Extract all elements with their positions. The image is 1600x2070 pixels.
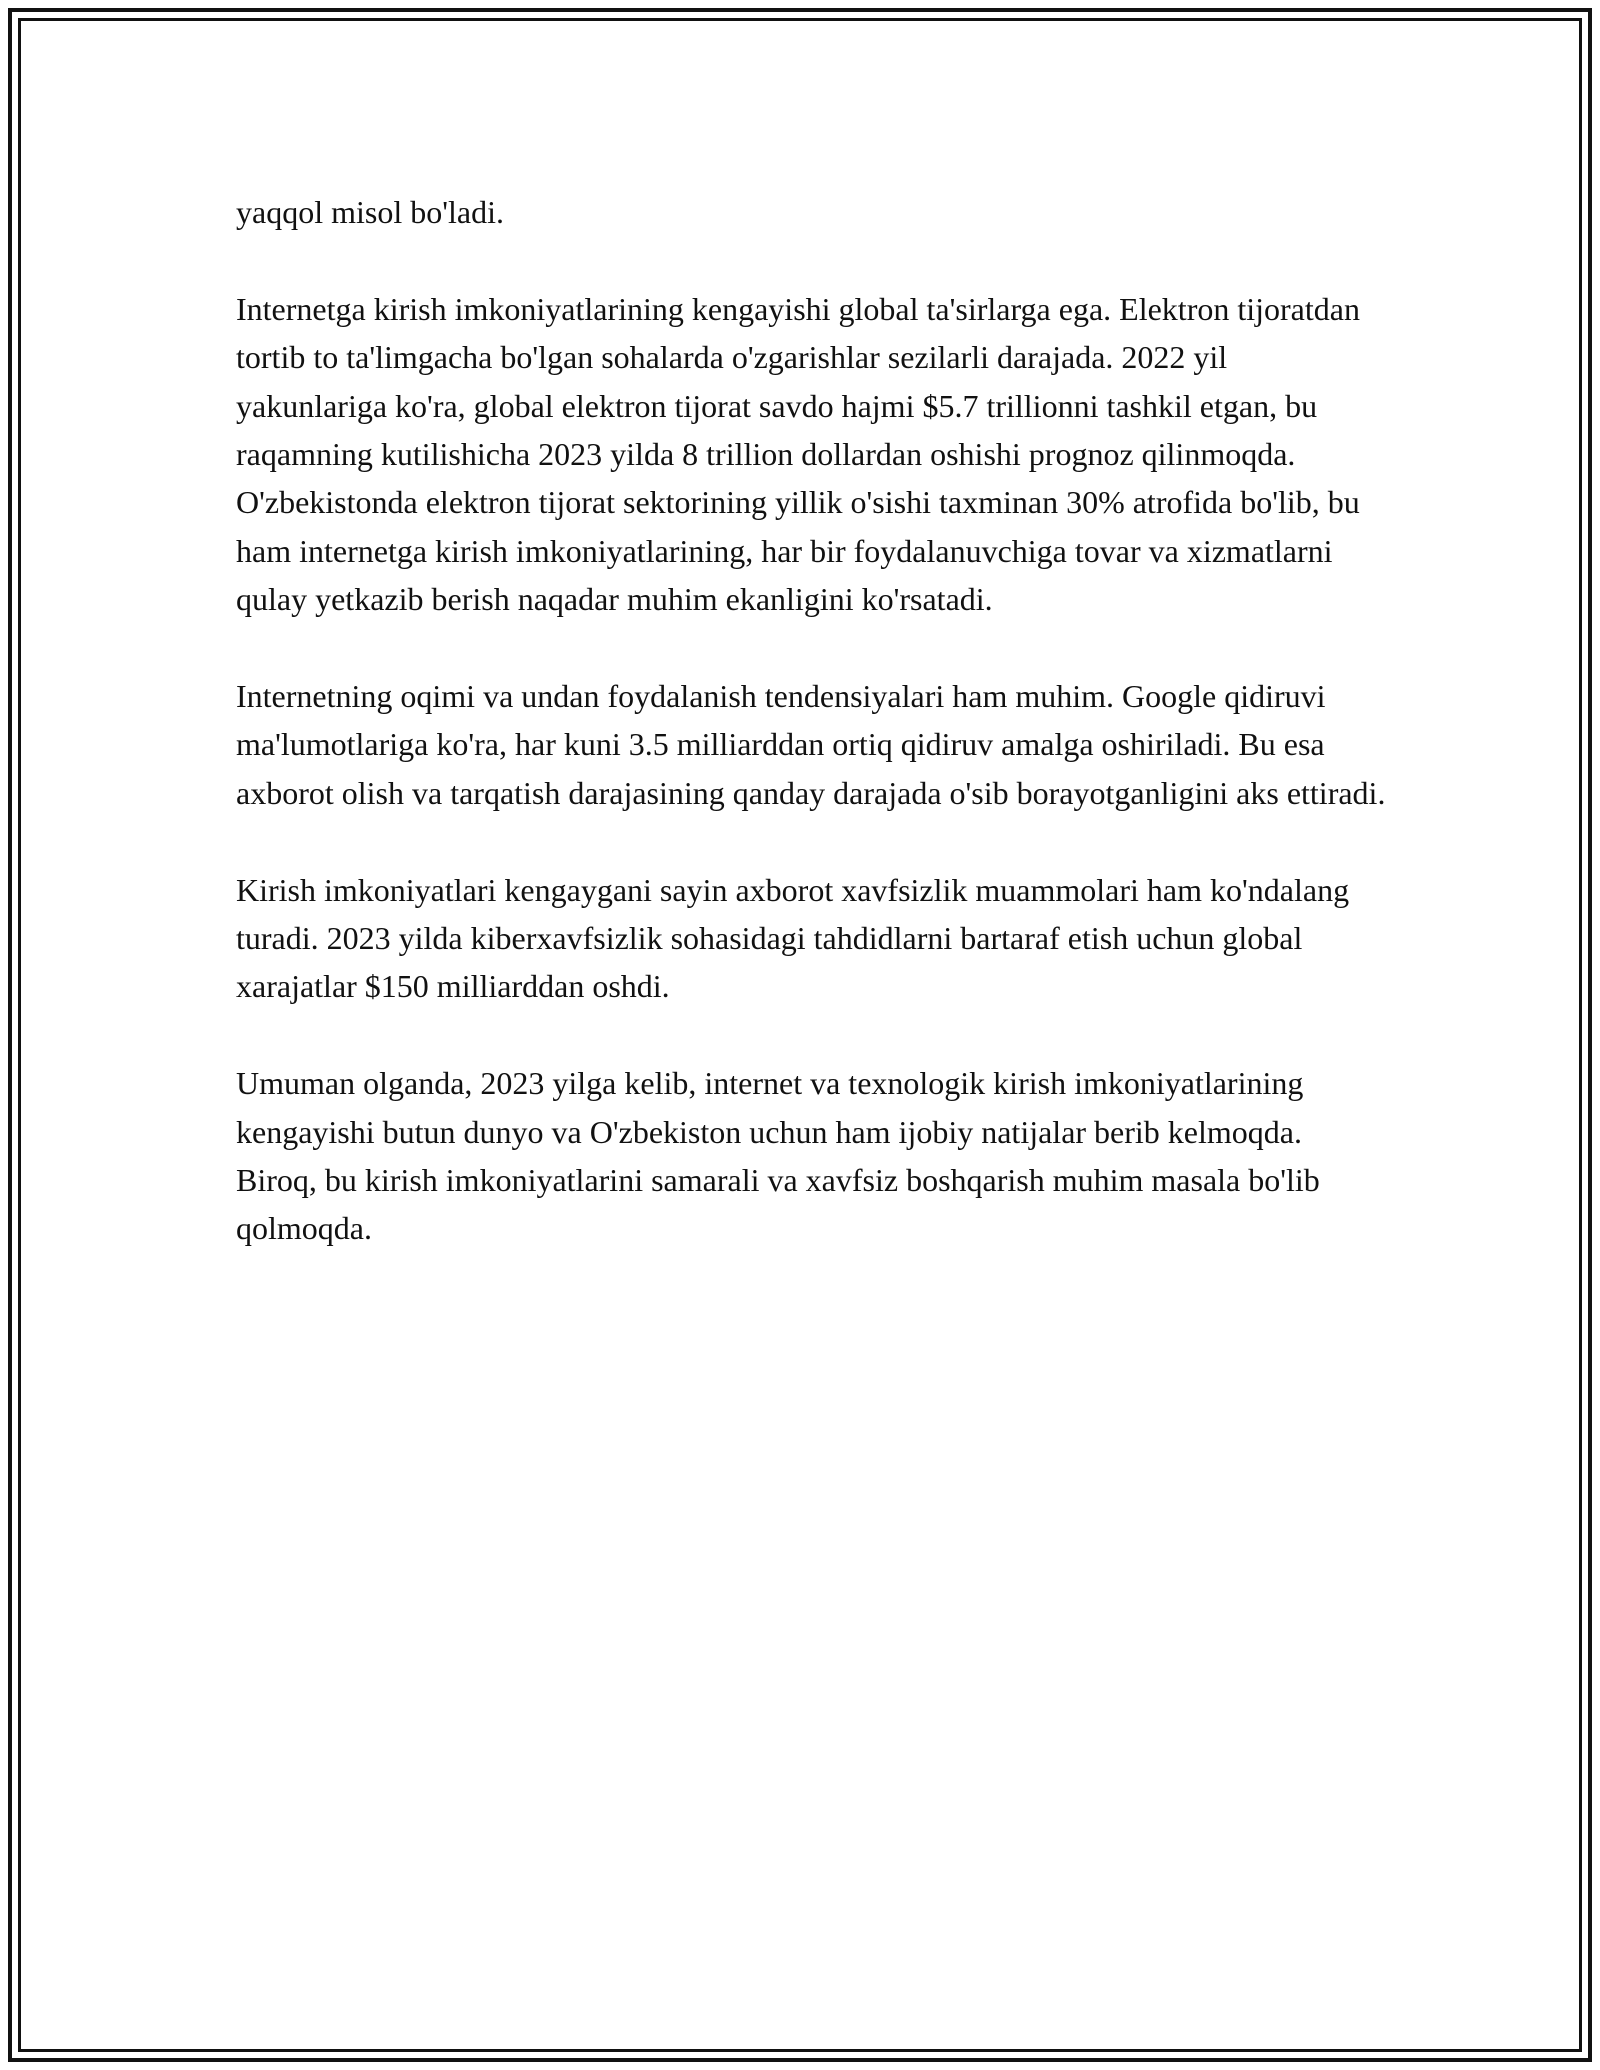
paragraph-5: Umuman olganda, 2023 yilga kelib, internet va texnologik kirish imkoniyatlarining kengayishi butun dunyo va O'zbekiston uchun ham ijobiy natijalar berib kelmoqda. Biroq, bu kirish imkoniyatlarini samarali va xavfsiz boshqarish muhim masala bo'lib qolmoqda. xyxy=(236,1065,1320,1247)
paragraph-4: Kirish imkoniyatlari kengaygani sayin axborot xavfsizlik muammolari ham ko'ndalang turadi. 2023 yilda kiberxavfsizlik sohasidagi tahdidlarni bartaraf etish uchun global xarajatlar $150 milliarddan oshdi. xyxy=(236,871,1350,1005)
paragraph-1: yaqqol misol bo'ladi. xyxy=(236,194,504,230)
paragraph-3: Internetning oqimi va undan foydalanish tendensiyalari ham muhim. Google qidiruvi ma'lumotlariga ko'ra, har kuni 3.5 milliarddan ortiq qidiruv amalga oshiriladi. Bu esa axborot olish va tarqatish darajasining qanday darajada o'sib borayotganligini aks ettiradi. xyxy=(236,678,1386,811)
paragraph-2: Internetga kirish imkoniyatlarining kengayishi global ta'sirlarga ega. Elektron tijoratdan tortib to ta'limgacha bo'lgan sohalarda o'zgarishlar sezilarli darajada. 2022 yil yakunlariga ko'ra, global elektron tijorat savdo hajmi $5.7 trillionni tashkil etgan, bu raqamning kutilishicha 2023 yilda 8 trillion dollardan oshishi prognoz qilinmoqda. O'zbekistonda elektron tijorat sektorining yillik o'sishi taxminan 30% atrofida bo'lib, bu ham internetga kirish imkoniyatlarining, har bir foydalanuvchiga tovar va xizmatlarni qulay yetkazib berish naqadar muhim ekanligini ko'rsatadi. xyxy=(236,290,1360,618)
document-body xyxy=(236,188,1386,1301)
